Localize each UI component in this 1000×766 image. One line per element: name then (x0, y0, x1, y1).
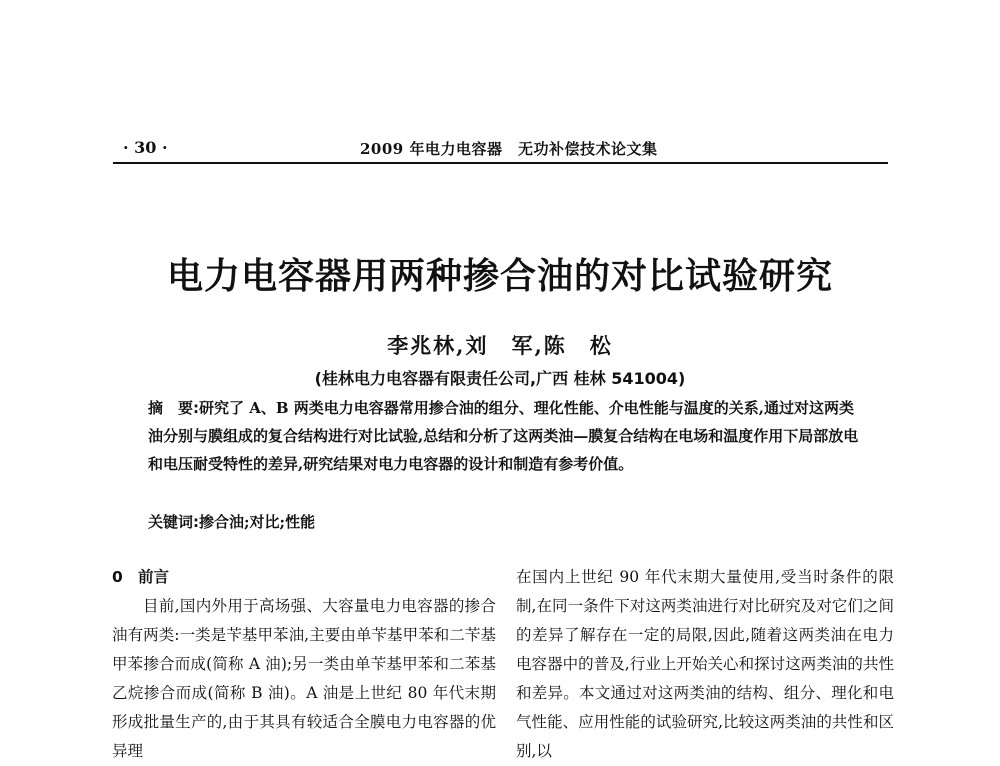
body-paragraph-left: 目前,国内外用于高场强、大容量电力电容器的掺合油有两类:一类是苄基甲苯油,主要由单苄基甲苯和二苄基甲苯掺合而成(简称 A 油);另一类由单苄基甲苯和二苯基乙烷掺合而成(简称 B 油)。A 油是上世纪 80 年代末期形成批量生产的,由于其具有较适合全膜电力电容器的优异理 (112, 597, 496, 760)
body-column-right (516, 563, 894, 766)
article-title: 电力电容器用两种掺合油的对比试验研究 (166, 256, 833, 297)
section-title: 前言 (138, 568, 170, 586)
section-heading (112, 563, 496, 592)
keywords (148, 508, 864, 536)
body-paragraph-right: 在国内上世纪 90 年代末期大量使用,受当时条件的限制,在同一条件下对这两类油进行对比研究及对它们之间的差异了解存在一定的局限,因此,随着这两类油在电力电容器中的普及,行业上开始关心和探讨这两类油的共性和差异。本文通过对这两类油的结构、组分、理化和电气性能、应用性能的试验研究,比较这两类油的共性和区别,以 (516, 568, 894, 760)
author-affiliation: (桂林电力电容器有限责任公司,广西 桂林 541004) (314, 369, 686, 388)
article-authors: 李兆林,刘 军,陈 松 (387, 333, 613, 358)
abstract-label: 摘 要: (148, 399, 199, 417)
running-header (113, 136, 888, 164)
body-column-left (112, 563, 496, 766)
page-number: · 30 · (123, 138, 168, 157)
keywords-text: 掺合油;对比;性能 (199, 513, 316, 531)
abstract (148, 394, 864, 478)
abstract-text: 研究了 A、B 两类电力电容器常用掺合油的组分、理化性能、介电性能与温度的关系,通过对这两类油分别与膜组成的复合结构进行对比试验,总结和分析了这两类油—膜复合结构在电场和温度作用下局部放电和电压耐受特性的差异,研究结果对电力电容器的设计和制造有参考价值。 (148, 399, 859, 473)
running-title: 2009 年电力电容器 无功补偿技术论文集 (360, 140, 658, 158)
keywords-label: 关键词: (148, 513, 199, 531)
section-number: 0 (112, 568, 123, 586)
